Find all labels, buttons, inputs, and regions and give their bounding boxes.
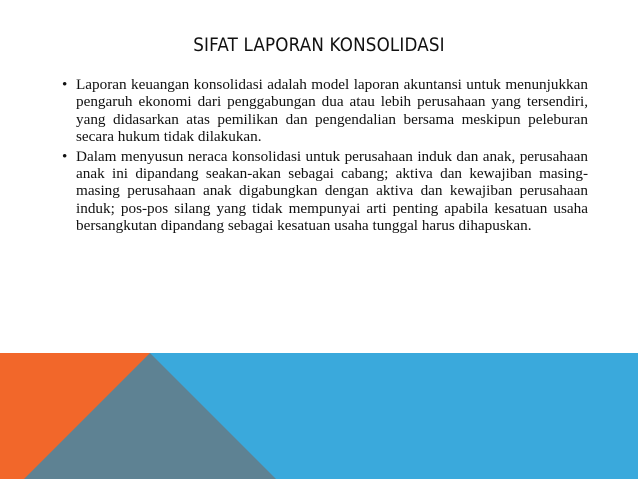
bullet-marker: • [62, 76, 68, 93]
bullet-item [62, 148, 588, 235]
decorative-footer-band [0, 353, 638, 479]
slide-title: SIFAT LAPORAN KONSOLIDASI [193, 34, 445, 56]
bullet-list [62, 76, 588, 237]
bullet-text: Dalam menyusun neraca konsolidasi untuk perusahaan induk dan anak, perusahaan anak ini dipandang seakan-akan sebagai cabang; aktiva dan kewajiban masing-masing perusahaan anak digabungkan dengan aktiva dan kewajiban perusahaan induk; pos-pos silang yang tidak mempunyai arti penting apabila kesatuan usaha bersangkutan dipandang sebagai kesatuan usaha tunggal harus dihapuskan. [76, 147, 588, 235]
bullet-item [62, 76, 588, 146]
bullet-text: Laporan keuangan konsolidasi adalah model laporan akuntansi untuk menunjukkan pengaruh ekonomi dari penggabungan dua atau lebih perusahaan yang tersendiri, yang didasarkan atas pemilikan dan pengendalian bersama meskipun peleburan secara hukum tidak dilakukan. [76, 76, 588, 146]
bullet-marker: • [62, 147, 68, 165]
